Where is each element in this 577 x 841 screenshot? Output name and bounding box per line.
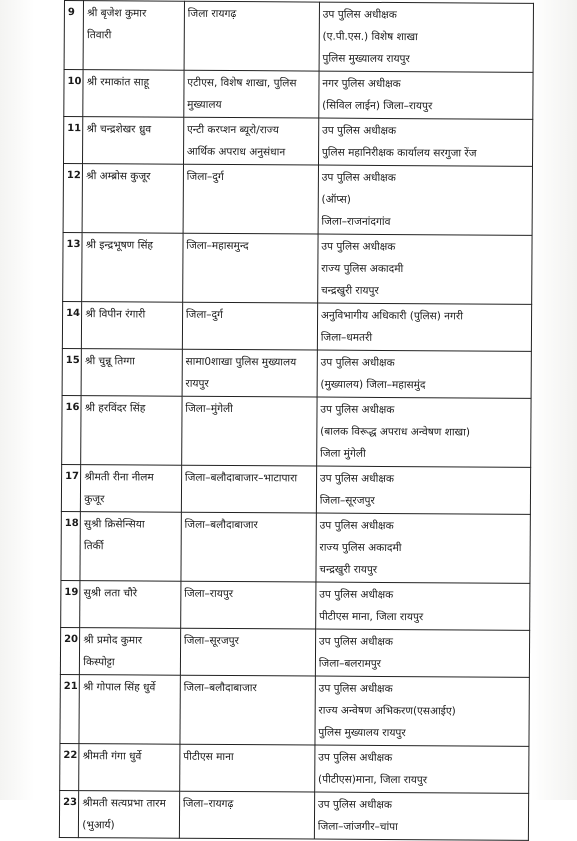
new-posting-line: उप पुलिस अधीक्षक [321, 171, 396, 185]
officer-name-line: श्रीमती रीना नीलम [84, 471, 154, 484]
new-posting-line: उप पुलिस अधीक्षक [318, 751, 393, 765]
officer-name [79, 744, 180, 792]
current-posting-line: जिला–रायगढ़ [182, 797, 234, 811]
serial-number: 16 [62, 395, 82, 464]
new-posting-line: पुलिस महानिरीक्षक कार्यालय सरगुजा रेंज [321, 146, 477, 160]
table-row [61, 464, 530, 514]
officer-name [83, 117, 184, 165]
officer-name [83, 70, 184, 118]
officer-name-line: तिर्की [83, 540, 104, 553]
new-posting-line: उप पुलिस अधीक्षक [317, 798, 393, 812]
table-row [62, 395, 531, 467]
current-posting [182, 233, 317, 303]
new-posting [314, 745, 529, 793]
current-posting-line: मुख्यालय [187, 98, 222, 111]
new-posting [317, 234, 532, 304]
new-posting-line: उप पुलिस अधीक्षक [321, 124, 397, 138]
current-posting-line: जिला–महासमुन्द [186, 239, 249, 253]
new-posting-line: राज्य पुलिस अकादमी [319, 541, 402, 555]
new-posting-line: पुलिस मुख्यालय रायपुर [322, 52, 410, 66]
officer-name [81, 396, 182, 466]
current-posting [181, 465, 316, 513]
table-row [60, 627, 529, 677]
new-posting [315, 629, 530, 677]
new-posting-line: उप पुलिस अधीक्षक [318, 635, 393, 649]
officer-name [81, 465, 182, 513]
current-posting [181, 512, 316, 582]
new-posting-line: चन्द्रखुरी रायपुर [319, 563, 378, 576]
officer-name [80, 581, 181, 629]
serial-number: 13 [63, 232, 83, 301]
current-posting [183, 117, 318, 165]
table-row [62, 301, 531, 351]
new-posting-line: उप पुलिस अधीक्षक [321, 240, 396, 254]
new-posting [316, 513, 531, 583]
current-posting-line: पीटीएस माना [183, 750, 234, 764]
officer-name [83, 1, 184, 71]
serial-number: 14 [62, 301, 82, 348]
transfer-table [59, 0, 534, 841]
current-posting [182, 302, 317, 350]
officer-name-line: श्री चुन्नू तिग्गा [85, 355, 135, 368]
new-posting-line: जिला–जांजगीर–चांपा [317, 820, 398, 834]
officer-name-line: सुश्री लता चौरे [83, 587, 138, 600]
transfer-table-body [59, 1, 533, 841]
new-posting-line: पीटीएस माना, जिला रायपुर [318, 610, 424, 624]
current-posting-line: सामा0शाखा पुलिस मुख्यालय [185, 355, 297, 369]
new-posting-line: अनुविभागीय अधिकारी (पुलिस) नगरी [320, 309, 463, 323]
current-posting [184, 1, 319, 71]
officer-name [82, 302, 183, 350]
new-posting-line: पुलिस मुख्यालय रायपुर [318, 726, 406, 740]
new-posting [315, 582, 530, 630]
serial-number: 10 [64, 70, 84, 117]
serial-number: 12 [63, 164, 83, 233]
officer-name-line: श्रीमती सत्यप्रभा तारम [82, 797, 166, 810]
current-posting-line: एटीएस, विशेष शाखा, पुलिस [187, 76, 297, 90]
new-posting-line: उप पुलिस अधीक्षक [320, 356, 395, 370]
new-posting [316, 397, 531, 467]
current-posting [179, 744, 314, 792]
serial-number: 22 [60, 743, 80, 790]
new-posting-line: उप पुलिस अधीक्षक [319, 519, 394, 533]
table-row [61, 580, 530, 630]
new-posting-line: राज्य पुलिस अकादमी [321, 262, 404, 276]
new-posting [319, 2, 534, 72]
current-posting-line: जिला–दुर्ग [186, 170, 224, 183]
new-posting-line: नगर पुलिस अधीक्षक [322, 77, 401, 91]
officer-name-line: श्री इन्द्रभूषण सिंह [85, 239, 154, 252]
new-posting [317, 303, 532, 351]
current-posting-line: जिला–मुंगेली [185, 402, 233, 416]
current-posting-line: जिला–दुर्ग [185, 308, 223, 321]
officer-name-line: श्री गोपाल सिंह धुर्वे [83, 681, 156, 694]
officer-name [79, 791, 180, 839]
new-posting-line: जिला–धमतरी [320, 331, 373, 344]
current-posting-line: जिला–रायपुर [184, 587, 234, 601]
new-posting-line: (पीटीएस)माना, जिला रायपुर [317, 773, 428, 787]
current-posting [180, 675, 315, 745]
new-posting-line: उप पुलिस अधीक्षक [320, 403, 395, 417]
table-row [64, 70, 533, 120]
officer-name-line: श्री हरविंदर सिंह [84, 402, 146, 415]
officer-name-line: (भुआर्य) [82, 819, 115, 832]
officer-name [82, 164, 183, 234]
current-posting-line: जिला–बलौदाबाजार [183, 681, 257, 695]
serial-number: 21 [60, 674, 80, 743]
table-row [59, 790, 528, 840]
officer-name [81, 349, 182, 397]
new-posting [317, 350, 532, 398]
table-row [64, 1, 533, 73]
table-row [62, 348, 531, 398]
table-row [63, 232, 532, 304]
officer-name-line: श्री रमाकांत साहू [86, 76, 150, 89]
new-posting-line: (बालक विरूद्ध अपराध अन्वेषण शाखा) [320, 425, 471, 439]
new-posting-line: उप पुलिस अधीक्षक [319, 588, 394, 602]
new-posting-line: (सिविल लाईन) जिला–रायपुर [322, 99, 433, 113]
current-posting-line: जिला–सूरजपुर [183, 634, 239, 648]
new-posting-line: (ए.पी.एस.) विशेष शाखा [322, 30, 418, 44]
new-posting-line: चन्द्रखुरी रायपुर [320, 284, 379, 297]
new-posting-line: उप पुलिस अधीक्षक [319, 472, 394, 486]
current-posting-line: रायपुर [185, 377, 209, 390]
new-posting-line: जिला–बलरामपुर [318, 657, 382, 670]
new-posting-line: उप पुलिस अधीक्षक [322, 8, 397, 22]
current-posting [183, 164, 318, 234]
new-posting-line: जिला–राजनांदगांव [321, 215, 391, 228]
new-posting [318, 118, 533, 166]
table-row [60, 674, 529, 746]
new-posting-line: (ऑप्स) [321, 193, 351, 206]
serial-number: 20 [60, 627, 80, 674]
current-posting-line: आर्थिक अपराध अनुसंधान [186, 145, 286, 159]
serial-number: 19 [61, 580, 81, 627]
officer-name-line: श्री प्रमोद कुमार [83, 634, 143, 647]
new-posting [314, 792, 529, 840]
new-posting-line: जिला–सूरजपुर [319, 494, 375, 507]
new-posting [319, 71, 534, 119]
officer-name-line: श्री अम्ब्रोस कुजूर [86, 170, 151, 183]
current-posting [182, 349, 317, 397]
serial-number: 15 [62, 348, 82, 395]
officer-name-line: श्री चन्द्रशेखर ध्रुव [86, 123, 152, 136]
new-posting [315, 676, 530, 746]
serial-number: 11 [64, 117, 84, 164]
current-posting [180, 628, 315, 676]
table-row [60, 743, 529, 793]
officer-name [80, 628, 181, 676]
current-posting-line: जिला–बलौदाबाजार [184, 518, 258, 532]
serial-number: 18 [61, 511, 81, 580]
serial-number: 23 [59, 790, 79, 837]
officer-name-line: श्री बृजेश कुमार [87, 7, 147, 20]
officer-name-line: श्री विपीन रंगारी [85, 308, 146, 321]
officer-name [80, 512, 181, 582]
current-posting-line: एन्टी करप्शन ब्यूरो/राज्य [186, 123, 279, 137]
serial-number: 17 [61, 464, 81, 511]
new-posting-line: उप पुलिस अधीक्षक [318, 682, 393, 696]
table-row [61, 511, 530, 583]
new-posting-line: (मुख्यालय) जिला–महासमुंद [320, 378, 426, 392]
current-posting-line: जिला रायगढ़ [187, 7, 237, 21]
officer-name [79, 675, 180, 745]
officer-name-line: सुश्री क्रिसेन्सिया [84, 518, 145, 531]
current-posting-line: जिला–बलौदाबाजार–भाटापारा [184, 471, 298, 485]
new-posting [316, 466, 531, 514]
officer-name-line: श्रीमती गंगा धुर्वे [82, 750, 142, 763]
table-row [64, 117, 533, 167]
new-posting-line: जिला मुंगेली [319, 447, 366, 460]
officer-name [82, 233, 183, 303]
table-row [63, 164, 532, 236]
serial-number: 9 [64, 1, 84, 70]
current-posting [184, 70, 319, 118]
officer-name-line: किस्पोट्टा [83, 656, 115, 669]
current-posting [180, 581, 315, 629]
new-posting-line: राज्य अन्वेषण अभिकरण(एसआईए) [318, 704, 456, 718]
new-posting [318, 165, 533, 235]
officer-name-line: तिवारी [87, 29, 112, 42]
officer-name-line: कुजूर [84, 493, 105, 506]
current-posting [181, 396, 316, 466]
current-posting [179, 791, 314, 839]
